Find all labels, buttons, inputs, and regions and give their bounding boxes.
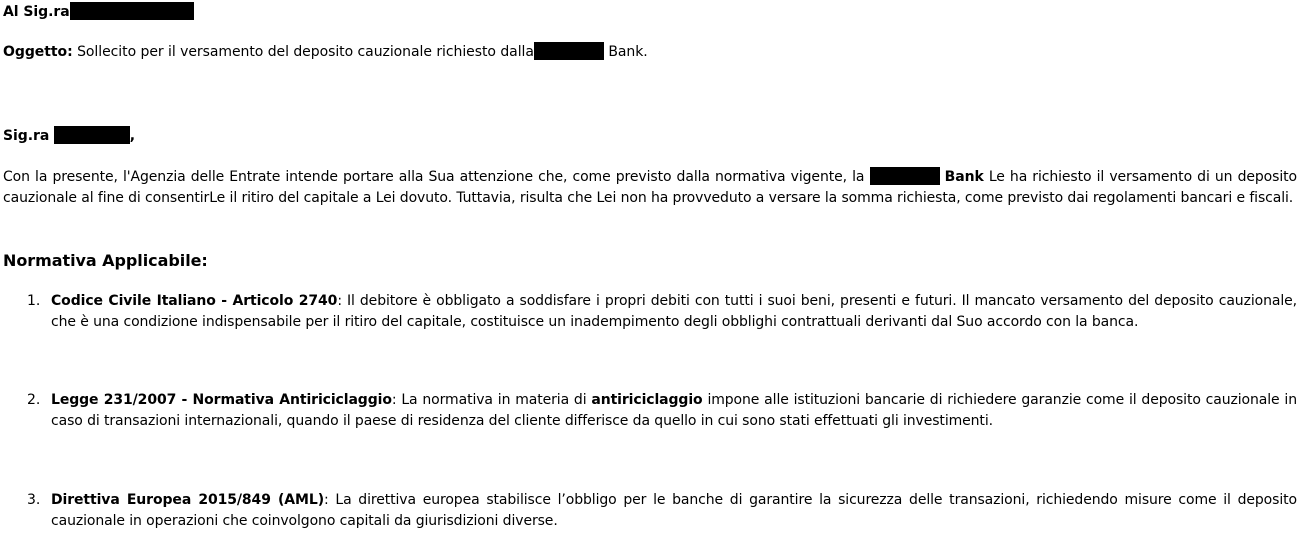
salutation-line bbox=[3, 126, 135, 147]
section-heading: Normativa Applicabile: bbox=[3, 251, 208, 270]
intro-paragraph bbox=[3, 167, 1297, 209]
salutation-prefix: Sig.ra bbox=[3, 128, 50, 144]
item-text-after: impone alle istituzioni bancarie di richiedere garanzie come il deposito cauzionale in caso di transazioni internazionali, quando il paese di residenza del cliente differisce da quello in cui sono stati effettuati gli investimenti. bbox=[51, 392, 1297, 429]
redacted-name-box bbox=[54, 126, 130, 144]
redacted-bank-box bbox=[534, 42, 604, 60]
subject-text-after: Bank. bbox=[608, 44, 648, 60]
item-title: Codice Civile Italiano - Articolo 2740 bbox=[51, 293, 338, 309]
item-body bbox=[51, 390, 1297, 432]
item-text: : Il debitore è obbligato a soddisfare i propri debiti con tutti i suoi beni, presenti e futuri. Il mancato versamento del deposito cauzionale, che è una condizione indispensabile per il ritiro del capitale, costituisce un inadempimento degli obblighi contrattuali derivanti dal Suo accordo con la banca. bbox=[51, 293, 1297, 330]
intro-text-before: Con la presente, l'Agenzia delle Entrate intende portare alla Sua attenzione che, come previsto dalla normativa vigente, la bbox=[3, 169, 865, 185]
subject-line bbox=[3, 42, 648, 63]
redacted-bank-box bbox=[870, 167, 940, 185]
recipient-prefix: Al Sig.ra bbox=[3, 4, 70, 20]
recipient-line bbox=[3, 2, 194, 23]
item-title: Direttiva Europea 2015/849 (AML) bbox=[51, 492, 324, 508]
item-number: 2. bbox=[27, 392, 41, 408]
item-body bbox=[51, 490, 1297, 532]
item-title: Legge 231/2007 - Normativa Antiriciclaggio bbox=[51, 392, 392, 408]
intro-bank-bold: Bank bbox=[944, 169, 984, 185]
intro-text-after: Le ha richiesto il versamento di un deposito cauzionale al fine di consentirLe il ritiro del capitale a Lei dovuto. Tuttavia, risulta che Lei non ha provveduto a versare la somma richiesta, come previsto dai regolamenti bancari e fiscali. bbox=[3, 169, 1297, 206]
redacted-name-box bbox=[70, 2, 194, 20]
item-number: 3. bbox=[27, 492, 41, 508]
item-text: : La direttiva europea stabilisce l’obbligo per le banche di garantire la sicurezza delle transazioni, richiedendo misure come il deposito cauzionale in operazioni che coinvolgono capitali da giurisdizioni diverse. bbox=[51, 492, 1297, 529]
item-bold-word: antiriciclaggio bbox=[591, 392, 703, 408]
subject-label: Oggetto: bbox=[3, 44, 73, 60]
salutation-suffix: , bbox=[129, 128, 135, 144]
item-text-before: : La normativa in materia di bbox=[391, 392, 592, 408]
item-body bbox=[51, 291, 1297, 333]
item-number: 1. bbox=[27, 293, 41, 309]
subject-text-before: Sollecito per il versamento del deposito cauzionale richiesto dalla bbox=[77, 44, 534, 60]
